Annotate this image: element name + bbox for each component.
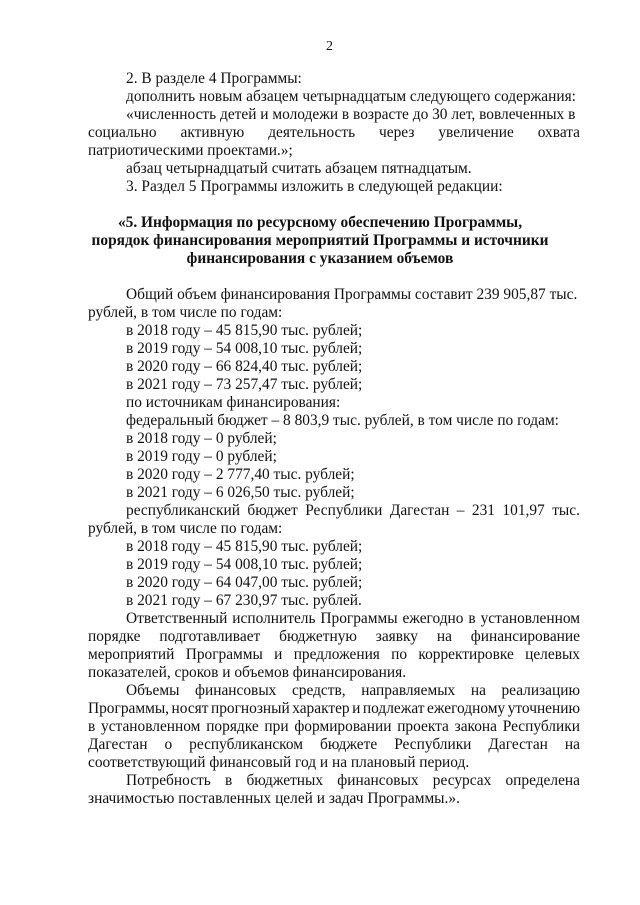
text-line: в 2021 году – 67 230,97 тыс. рублей. xyxy=(126,592,362,609)
word: Дагестан xyxy=(488,736,548,753)
text-line: в 2021 году – 73 257,47 тыс. рублей; xyxy=(126,376,363,393)
text-line: в 2020 году – 66 824,40 тыс. рублей; xyxy=(126,358,363,375)
word: финансирование xyxy=(470,628,580,645)
word: активную xyxy=(180,124,245,141)
word: целевых xyxy=(525,646,580,663)
word: через xyxy=(379,124,415,141)
section-heading: порядок финансирования мероприятий Программы и источники xyxy=(91,232,549,249)
word: бюджете xyxy=(320,736,378,753)
section-heading: «5. Информация по ресурсному обеспечению Программы, xyxy=(117,214,523,231)
word: средств, xyxy=(291,682,346,699)
word: и xyxy=(274,646,283,663)
word: заявку xyxy=(375,628,418,645)
word: порядке xyxy=(206,718,259,735)
text-line-justified xyxy=(88,646,580,664)
word: – xyxy=(456,502,465,519)
text-line: рублей, в том числе по годам: xyxy=(88,520,283,537)
text-line: 2. В разделе 4 Программы: xyxy=(126,70,302,87)
word: формировании xyxy=(294,718,392,735)
word: носят xyxy=(171,700,209,717)
word: и xyxy=(352,700,361,717)
word: реализацию xyxy=(501,682,580,699)
word: бюджетную xyxy=(279,628,357,645)
word: проекта xyxy=(397,718,449,735)
word: финансовых xyxy=(337,772,419,789)
text-line: «численность детей и молодежи в возрасте до 30 лет, вовлеченных в xyxy=(126,106,576,123)
word: мероприятий xyxy=(88,646,175,663)
text-line-justified xyxy=(88,124,580,142)
word: уточнению xyxy=(507,700,580,717)
word: Дагестан xyxy=(88,736,148,753)
word: при xyxy=(264,718,289,735)
text-line: в 2021 году – 6 026,50 тыс. рублей; xyxy=(126,484,355,501)
word: подготавливает xyxy=(159,628,261,645)
word: Программы, xyxy=(88,700,170,717)
word: на xyxy=(436,628,452,645)
word: республиканский xyxy=(126,502,240,519)
word: бюджетных xyxy=(246,772,324,789)
word: 101,97 xyxy=(502,502,545,519)
section-heading: финансирования с указанием объемов xyxy=(186,250,454,267)
word: прогнозный xyxy=(210,700,290,717)
word: определена xyxy=(505,772,580,789)
word: Республики xyxy=(394,736,472,753)
word: в xyxy=(224,772,233,789)
word: закона xyxy=(454,718,497,735)
text-line: в 2019 году – 54 008,10 тыс. рублей; xyxy=(126,340,363,357)
text-line: абзац четырнадцатый считать абзацем пятнадцатым. xyxy=(126,160,472,177)
word: ежегодному xyxy=(427,700,506,717)
text-line-justified xyxy=(88,628,580,646)
text-line: в 2018 году – 0 рублей; xyxy=(126,430,277,447)
text-line: в 2019 году – 0 рублей; xyxy=(126,448,277,465)
text-line: патриотическими проектами.»; xyxy=(88,142,293,159)
text-line: показателей, сроков и объемов финансирования. xyxy=(88,664,407,681)
text-line: соответствующий финансовый год и на плановый период. xyxy=(88,754,470,771)
word: финансовых xyxy=(195,682,277,699)
word: Программы xyxy=(185,646,263,663)
word: Объемы xyxy=(126,682,180,699)
text-line-justified xyxy=(88,718,580,736)
word: предложения xyxy=(293,646,380,663)
word: о xyxy=(164,736,173,753)
text-line: Общий объем финансирования Программы составит 239 905,87 тыс. xyxy=(126,286,578,303)
word: охвата xyxy=(537,124,580,141)
text-line-justified xyxy=(126,682,580,700)
text-line: в 2020 году – 64 047,00 тыс. рублей; xyxy=(126,574,363,591)
word: деятельность xyxy=(268,124,356,141)
word: 231 xyxy=(471,502,495,519)
text-line: рублей, в том числе по годам: xyxy=(88,304,283,321)
text-line-justified xyxy=(88,700,580,718)
word: корректировке xyxy=(418,646,514,663)
text-line: в 2019 году – 54 008,10 тыс. рублей; xyxy=(126,556,363,573)
word: Республики xyxy=(502,718,580,735)
text-line-justified xyxy=(126,502,580,520)
word: Программы xyxy=(320,610,398,627)
text-line-justified xyxy=(126,610,580,628)
word: на xyxy=(564,736,580,753)
word: характер xyxy=(292,700,350,717)
word: установленном xyxy=(101,718,201,735)
word: ресурсах xyxy=(432,772,492,789)
word: по xyxy=(391,646,408,663)
word: подлежат xyxy=(362,700,425,717)
word: тыс. xyxy=(552,502,580,519)
word: порядке xyxy=(88,628,141,645)
word: установленном xyxy=(480,610,580,627)
text-line: значимостью поставленных целей и задач Программы.». xyxy=(88,790,460,807)
word: бюджет xyxy=(247,502,298,519)
text-line: в 2020 году – 2 777,40 тыс. рублей; xyxy=(126,466,355,483)
word: в xyxy=(88,718,96,735)
word: в xyxy=(468,610,476,627)
page-number: 2 xyxy=(326,39,333,54)
text-line-justified xyxy=(126,772,580,790)
word: направляемых xyxy=(361,682,456,699)
text-line: по источникам финансирования: xyxy=(126,394,341,411)
word: Потребность xyxy=(126,772,211,789)
word: Дагестан xyxy=(389,502,450,519)
word: республиканском xyxy=(189,736,303,753)
word: исполнитель xyxy=(232,610,316,627)
word: увеличение xyxy=(438,124,514,141)
text-line: в 2018 году – 45 815,90 тыс. рублей; xyxy=(126,538,363,555)
text-line: в 2018 году – 45 815,90 тыс. рублей; xyxy=(126,322,363,339)
text-line: федеральный бюджет – 8 803,9 тыс. рублей, в том числе по годам: xyxy=(126,412,559,429)
word: ежегодно xyxy=(402,610,464,627)
word: Республики xyxy=(305,502,383,519)
text-line: дополнить новым абзацем четырнадцатым следующего содержания: xyxy=(126,88,576,105)
text-line-justified xyxy=(88,736,580,754)
word: Ответственный xyxy=(126,610,228,627)
text-line: 3. Раздел 5 Программы изложить в следующей редакции: xyxy=(126,178,503,195)
word: социально xyxy=(88,124,157,141)
word: на xyxy=(470,682,486,699)
